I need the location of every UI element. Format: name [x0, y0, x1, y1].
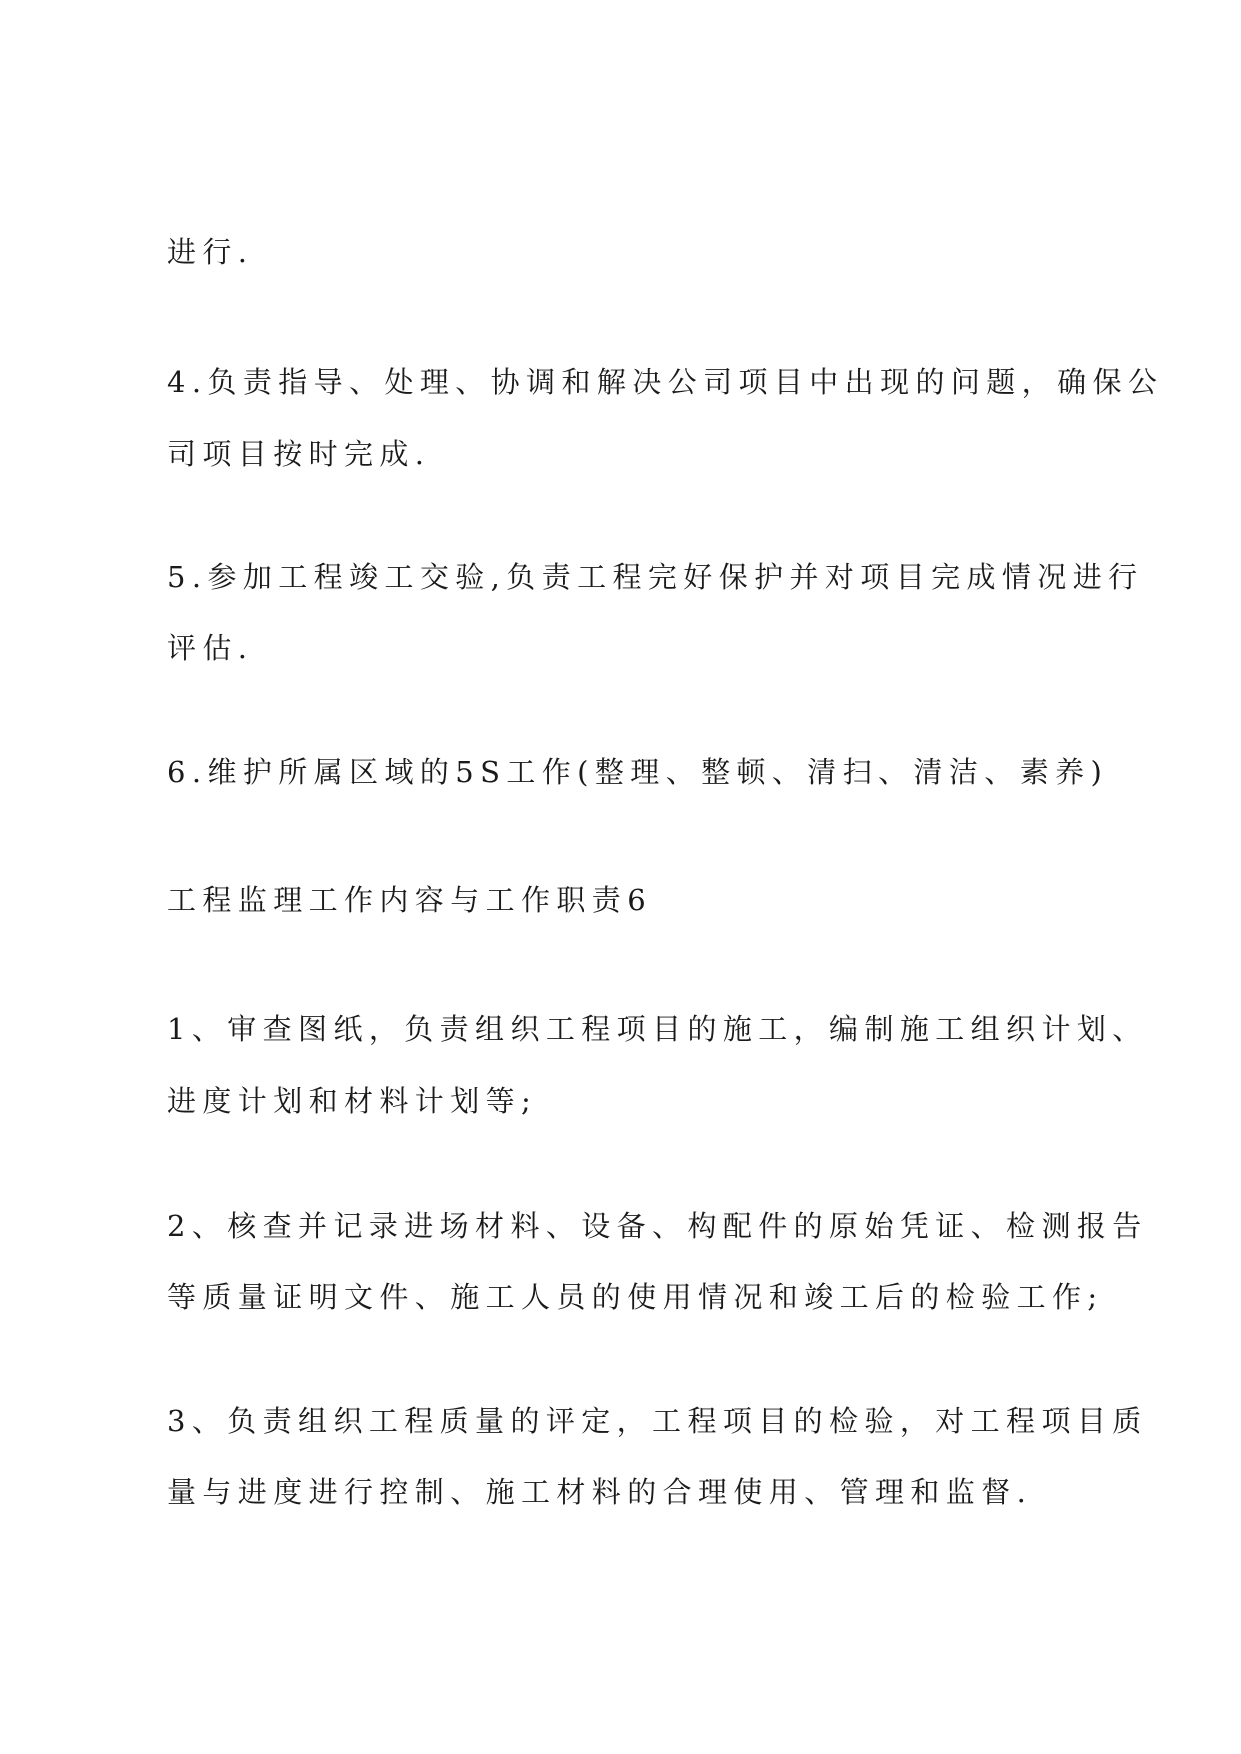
text-line-item-4: 4.负责指导、处理、协调和解决公司项目中出现的问题，确保公 — [167, 365, 1164, 399]
text-line-duty-3-cont: 量与进度进行控制、施工材料的合理使用、管理和监督. — [167, 1475, 1033, 1509]
text-line-duty-2: 2、核查并记录进场材料、设备、构配件的原始凭证、检测报告 — [167, 1209, 1148, 1243]
text-line-duty-1: 1、审查图纸，负责组织工程项目的施工，编制施工组织计划、 — [167, 1012, 1148, 1046]
text-line-item-4-cont: 司项目按时完成. — [167, 437, 431, 471]
text-line-duty-1-cont: 进度计划和材料计划等; — [167, 1084, 538, 1118]
text-line-item-5: 5.参加工程竣工交验,负责工程完好保护并对项目完成情况进行 — [167, 560, 1144, 594]
text-line-duty-2-cont: 等质量证明文件、施工人员的使用情况和竣工后的检验工作; — [167, 1280, 1104, 1314]
text-line-item-5-cont: 评估. — [167, 631, 254, 665]
text-line-continuation: 进行. — [167, 235, 254, 269]
text-line-duty-3: 3、负责组织工程质量的评定，工程项目的检验，对工程项目质 — [167, 1404, 1148, 1438]
section-heading: 工程监理工作内容与工作职责6 — [167, 883, 653, 917]
text-line-item-6: 6.维护所属区域的5S工作(整理、整顿、清扫、清洁、素养) — [167, 755, 1109, 789]
